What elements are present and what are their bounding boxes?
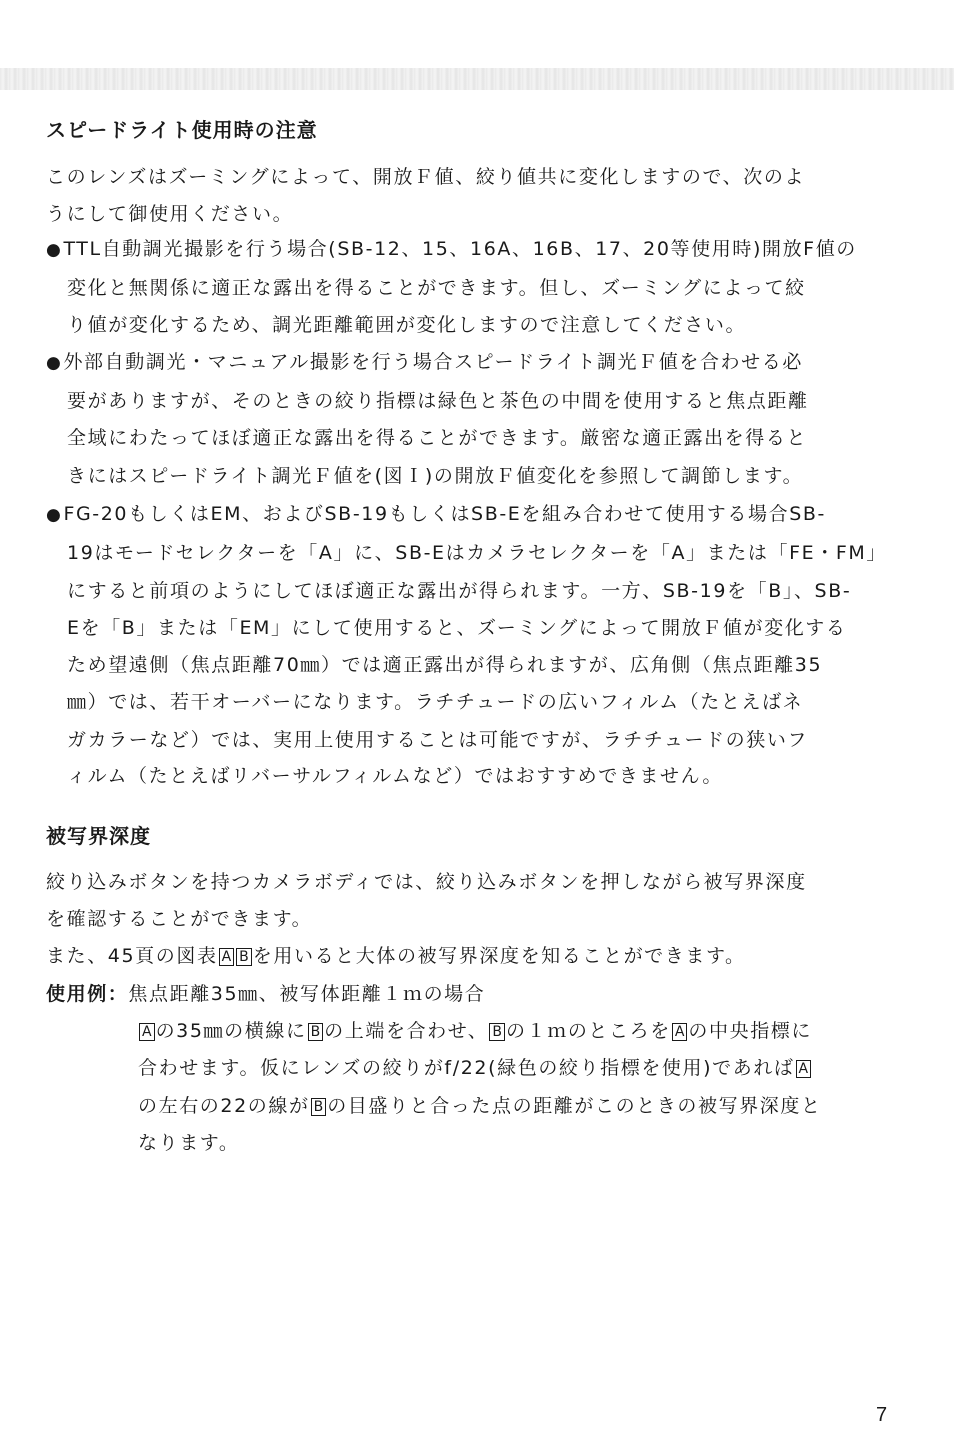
boxed-label-b: B [489,1023,505,1041]
example-label: 使用例： [46,983,129,1005]
bullet-text: ため望遠側（焦点距離70㎜）では適正露出が得られますが、広角側（焦点距離35 [67,654,823,676]
example-body-text: の目盛りと合った点の距離がこのときの被写界深度と [327,1095,822,1117]
bullet-item [46,353,803,372]
bullet-text: 要がありますが、そのときの絞り指標は緑色と茶色の中間を使用すると焦点距離 [67,390,809,412]
bullet-text: FG-20もしくはEM、およびSB-19もしくはSB-Eを組み合わせて使用する場合SB- [63,503,826,525]
scan-header-band [0,68,954,90]
example-body-line [138,1022,812,1041]
table-ref-prefix: また、45頁の図表 [46,945,218,967]
bullet-text: 19はモードセレクターを「A」に、SB-Eはカメラセレクターを「A」または「FE・FM」 [67,542,887,564]
boxed-label-a: A [139,1023,155,1041]
bullet-text: Eを「B」または「EM」にして使用すると、ズーミングによって開放Ｆ値が変化する [67,617,847,639]
example-line [46,985,485,1004]
example-body-text: の35㎜の横線に [155,1020,307,1042]
bullet-text: 変化と無関係に適正な露出を得ることができます。但し、ズーミングによって絞 [67,277,806,299]
boxed-label-b: B [308,1023,324,1041]
intro-line: うにして御使用ください。 [46,203,294,225]
intro-line: このレンズはズーミングによって、開放Ｆ値、絞り値共に変化しますので、次のよ [46,166,806,188]
table-reference-line [46,947,746,966]
example-body-text: の中央指標に [688,1020,813,1042]
example-body-text: の左右の22の線が [138,1095,310,1117]
bullet-marker: ● [46,240,63,260]
bullet-text: ㎜）では、若干オーバーになります。ラチチュードの広いフィルム（たとえばネ [67,691,804,713]
section-heading-speedlight: スピードライト使用時の注意 [46,118,318,142]
example-body-text: の１ｍのところを [506,1020,671,1042]
bullet-item [46,505,826,524]
boxed-label-a: A [796,1060,812,1078]
example-body-line: なります。 [138,1132,240,1154]
example-text: 焦点距離35㎜、被写体距離１ｍの場合 [128,983,486,1005]
intro-line: を確認することができます。 [46,908,313,930]
bullet-text: きにはスピードライト調光Ｆ値を(図Ｉ)の開放Ｆ値変化を参照して調節します。 [67,465,804,487]
boxed-label-b: B [311,1098,327,1116]
bullet-item [46,240,857,259]
boxed-label-a: A [672,1023,688,1041]
bullet-text: 全域にわたってほぼ適正な露出を得ることができます。厳密な適正露出を得ると [67,427,808,449]
example-body-line [138,1059,812,1078]
page-number: 7 [876,1404,888,1426]
section-heading-depth-of-field: 被写界深度 [46,824,151,848]
example-body-line [138,1097,822,1116]
table-ref-suffix: を用いると大体の被写界深度を知ることができます。 [252,945,746,967]
bullet-text: TTL自動調光撮影を行う場合(SB-12、15、16A、16B、17、20等使用時)開放F値の [63,238,857,260]
bullet-text: ガカラーなど）では、実用上使用することは可能ですが、ラチチュードの狭いフ [67,729,809,751]
example-body-text: 合わせます。仮にレンズの絞りがf/22(緑色の絞り指標を使用)であれば [138,1057,795,1079]
boxed-label-b: B [236,948,252,966]
bullet-text: り値が変化するため、調光距離範囲が変化しますので注意してください。 [67,314,747,336]
bullet-text: にすると前項のようにしてほぼ適正な露出が得られます。一方、SB-19を「B」、SB- [67,580,852,602]
bullet-text: 外部自動調光・マニュアル撮影を行う場合スピードライト調光Ｆ値を合わせる必 [63,351,803,373]
intro-line: 絞り込みボタンを持つカメラボディでは、絞り込みボタンを押しながら被写界深度 [46,871,807,893]
bullet-marker: ● [46,353,63,373]
example-body-text: の上端を合わせ、 [324,1020,489,1042]
boxed-label-a: A [219,948,235,966]
bullet-text: ィルム（たとえばリバーサルフィルムなど）ではおすすめできません。 [67,765,723,787]
bullet-marker: ● [46,505,63,525]
